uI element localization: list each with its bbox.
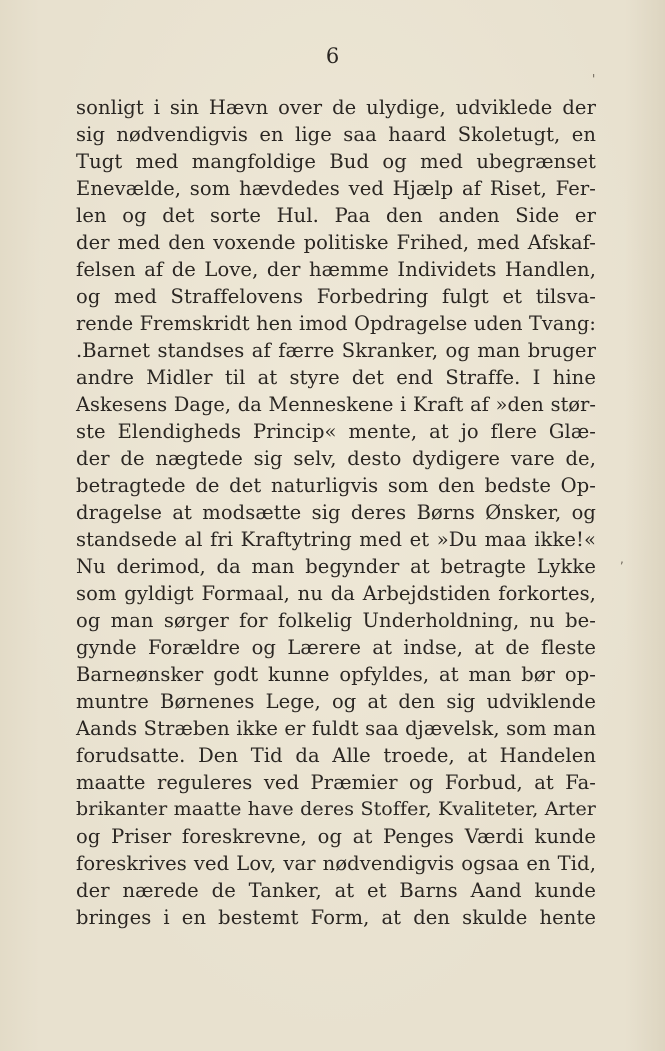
text-line: bringes i en bestemt Form, at den skulde hente [76, 906, 596, 929]
text-line: sonligt i sin Hævn over de ulydige, udviklede der [76, 96, 596, 119]
text-line: sig nødvendigvis en lige saa haard Skoletugt, en [76, 123, 596, 146]
text-line: forudsatte. Den Tid da Alle troede, at Handelen [76, 744, 596, 767]
text-line: rende Fremskridt hen imod Opdragelse uden Tvang: [76, 312, 596, 335]
ink-speck: ' [592, 72, 596, 86]
text-line: og Priser foreskrevne, og at Penges Værdi kunde [76, 825, 596, 848]
text-line: Tugt med mangfoldige Bud og med ubegrænset [76, 150, 596, 173]
text-line: Nu derimod, da man begynder at betragte Lykke [76, 555, 596, 578]
text-line: der nærede de Tanker, at et Barns Aand kunde [76, 879, 596, 902]
text-line: Barneønsker godt kunne opfyldes, at man bør op- [76, 663, 596, 686]
text-line: der med den voxende politiske Frihed, med Afskaf- [76, 231, 596, 254]
ink-speck: , [620, 552, 624, 566]
page-number: 6 [325, 44, 340, 68]
text-line: gynde Forældre og Lærere at indse, at de fleste [76, 636, 596, 659]
text-line: og med Straffelovens Forbedring fulgt et tilsva- [76, 285, 596, 308]
text-line: Aands Stræben ikke er fuldt saa djævelsk, som man [76, 717, 596, 740]
text-line: foreskrives ved Lov, var nødvendigvis ogsaa en Tid, [76, 852, 596, 875]
text-line: brikanter maatte have deres Stoffer, Kvaliteter, Arter [76, 798, 596, 820]
text-line: andre Midler til at styre det end Straffe. I hine [76, 366, 596, 389]
body-text [76, 94, 596, 931]
text-line: len og det sorte Hul. Paa den anden Side er [76, 204, 596, 227]
text-line: felsen af de Love, der hæmme Individets Handlen, [76, 258, 596, 281]
text-line: .Barnet standses af færre Skranker, og man bruger [76, 339, 596, 362]
text-line: dragelse at modsætte sig deres Børns Ønsker, og [76, 501, 596, 524]
text-line: og man sørger for folkelig Underholdning, nu be- [76, 609, 596, 632]
text-line: Enevælde, som hævdedes ved Hjælp af Riset, Fer- [76, 177, 596, 200]
text-line: som gyldigt Formaal, nu da Arbejdstiden forkortes, [76, 582, 596, 605]
text-line: maatte reguleres ved Præmier og Forbud, at Fa- [76, 771, 596, 794]
text-line: ste Elendigheds Princip« mente, at jo flere Glæ- [76, 420, 596, 443]
text-line: betragtede de det naturligvis som den bedste Op- [76, 474, 596, 497]
text-line: muntre Børnenes Lege, og at den sig udviklende [76, 690, 596, 713]
text-line: der de nægtede sig selv, desto dydigere vare de, [76, 447, 596, 470]
text-line: Askesens Dage, da Menneskene i Kraft af »den stør- [76, 393, 596, 416]
text-line: standsede al fri Kraftytring med et »Du maa ikke!« [76, 528, 596, 551]
